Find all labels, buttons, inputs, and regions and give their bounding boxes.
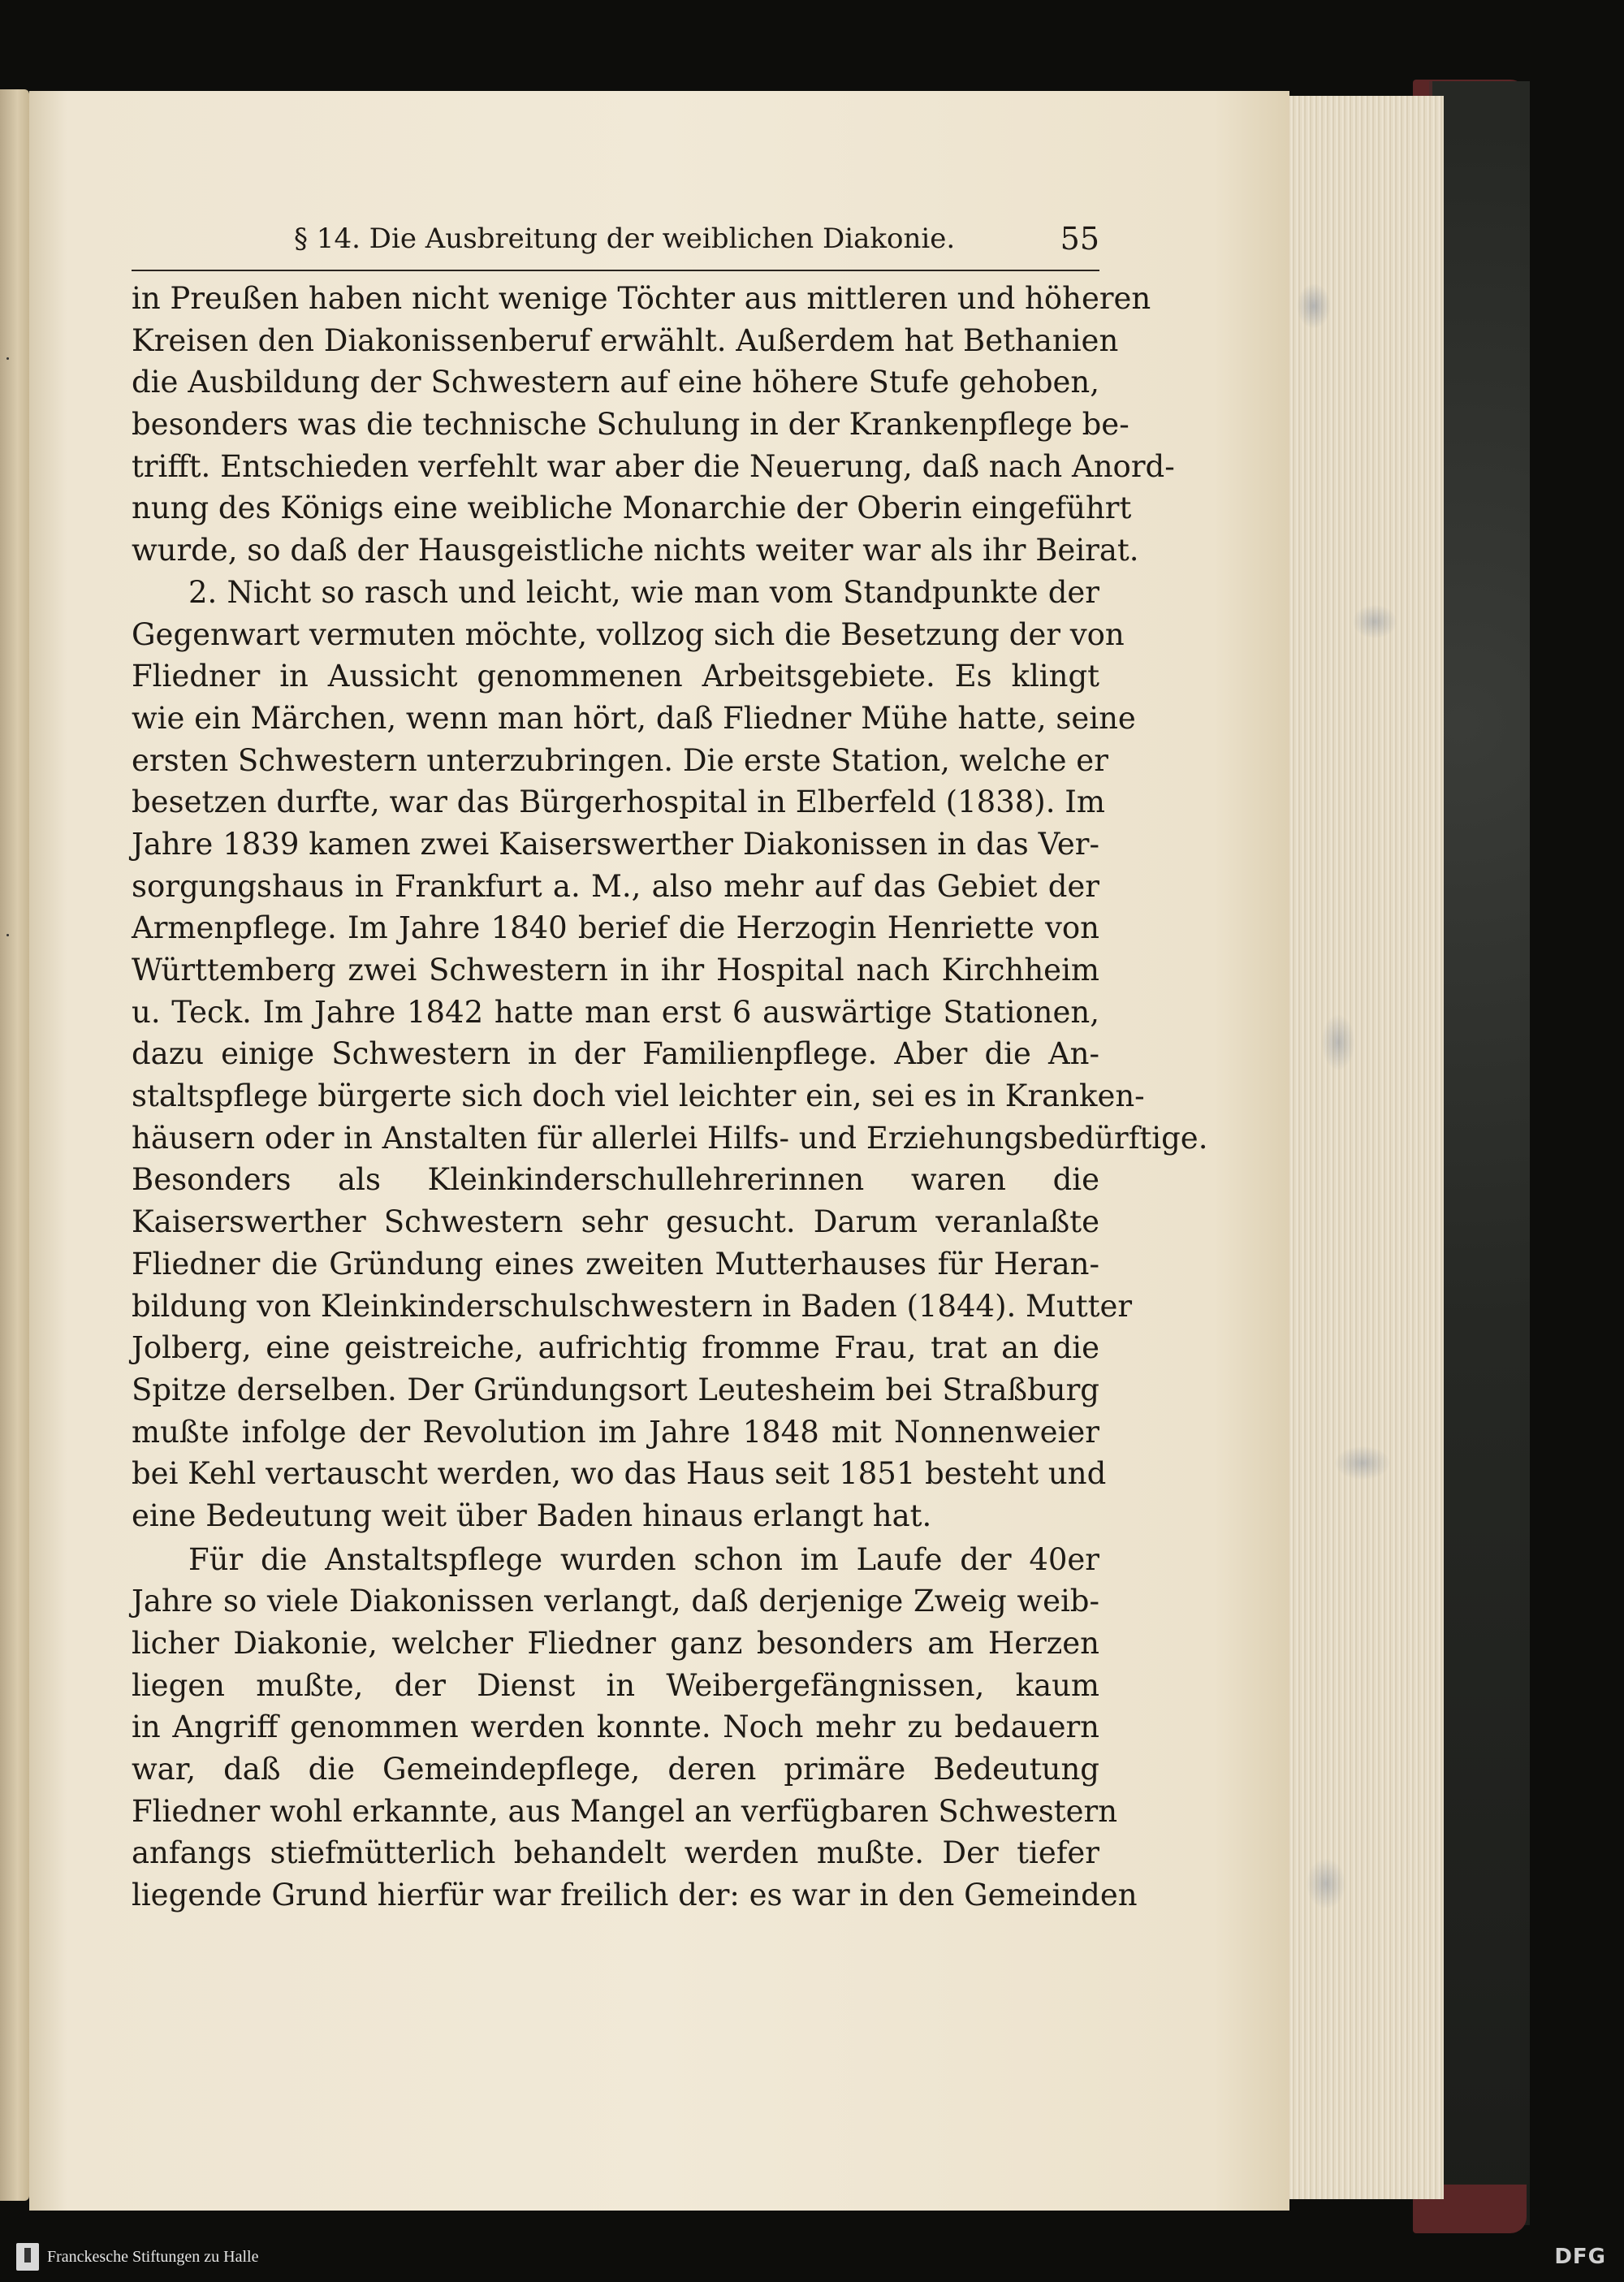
left-page-edge xyxy=(0,89,29,2201)
body-text xyxy=(132,278,1208,1917)
text-line: Fliedner wohl erkannte, aus Mangel an verfügbaren Schwestern xyxy=(132,1793,1118,1829)
text-line: liegen mußte, der Dienst in Weibergefängnissen, kaum xyxy=(132,1667,1099,1703)
viewer-footer xyxy=(0,2233,1624,2282)
text-line: in Preußen haben nicht wenige Töchter aus mittleren und höheren xyxy=(132,281,1151,316)
text-line: Fliedner in Aussicht genommenen Arbeitsgebiete. Es klingt xyxy=(132,659,1099,694)
text-line: wurde, so daß der Hausgeistliche nichts weiter war als ihr Beirat. xyxy=(132,533,1139,568)
marbled-edge xyxy=(1289,96,1411,2199)
text-line: 2. Nicht so rasch und leicht, wie man vom Standpunkte der xyxy=(188,574,1099,610)
text-line: Jolberg, eine geistreiche, aufrichtig fromme Frau, trat an die xyxy=(132,1330,1099,1366)
text-line: nung des Königs eine weibliche Monarchie der Oberin eingeführt xyxy=(132,491,1132,526)
text-line: häusern oder in Anstalten für allerlei Hilfs- und Erziehungsbedürftige. xyxy=(132,1120,1208,1156)
text-line: war, daß die Gemeindepflege, deren primäre Bedeutung xyxy=(132,1752,1099,1787)
text-line: anfangs stiefmütterlich behandelt werden mußte. Der tiefer xyxy=(132,1835,1099,1871)
text-line: Spitze derselben. Der Gründungsort Leutesheim bei Straßburg xyxy=(132,1372,1099,1407)
text-line: Armenpflege. Im Jahre 1840 berief die Herzogin Henriette von xyxy=(132,910,1099,946)
running-head-title: § 14. Die Ausbreitung der weiblichen Diakonie. xyxy=(294,223,956,255)
text-line: Für die Anstaltspflege wurden schon im Laufe der 40er xyxy=(188,1541,1099,1577)
text-line: bei Kehl vertauscht werden, wo das Haus seit 1851 besteht und xyxy=(132,1456,1107,1492)
text-line: Fliedner die Gründung eines zweiten Mutterhauses für Heran- xyxy=(132,1246,1099,1281)
text-line: die Ausbildung der Schwestern auf eine höhere Stufe gehoben, xyxy=(132,365,1099,400)
text-line: sorgungshaus in Frankfurt a. M., also mehr auf das Gebiet der xyxy=(132,868,1099,904)
text-line: Jahre so viele Diakonissen verlangt, daß derjenige Zweig weib- xyxy=(132,1584,1099,1619)
running-head xyxy=(132,218,1099,271)
institution-name: Franckesche Stiftungen zu Halle xyxy=(47,2248,259,2266)
text-line: Kaiserswerther Schwestern sehr gesucht. Darum veranlaßte xyxy=(132,1204,1099,1240)
text-line: ersten Schwestern unterzubringen. Die erste Station, welche er xyxy=(132,742,1108,778)
text-line: Kreisen den Diakonissenberuf erwählt. Außerdem hat Bethanien xyxy=(132,322,1119,358)
book-cover xyxy=(1429,81,1530,2225)
dfg-logo: DFG xyxy=(1554,2245,1606,2269)
text-line: eine Bedeutung weit über Baden hinaus erlangt hat. xyxy=(132,1498,932,1533)
text-line: in Angriff genommen werden konnte. Noch mehr zu bedauern xyxy=(132,1709,1099,1745)
text-line: dazu einige Schwestern in der Familienpflege. Aber die An- xyxy=(132,1036,1099,1072)
page-number: 55 xyxy=(1060,221,1099,257)
text-line: staltspflege bürgerte sich doch viel leichter ein, sei es in Kranken- xyxy=(132,1078,1145,1114)
text-line: u. Teck. Im Jahre 1842 hatte man erst 6 auswärtige Stationen, xyxy=(132,994,1099,1030)
margin-mark xyxy=(6,934,9,936)
text-line: besetzen durfte, war das Bürgerhospital in Elberfeld (1838). Im xyxy=(132,784,1105,820)
text-line: Gegenwart vermuten möchte, vollzog sich die Besetzung der von xyxy=(132,616,1125,652)
text-line: licher Diakonie, welcher Fliedner ganz besonders am Herzen xyxy=(132,1626,1099,1661)
text-line: wie ein Märchen, wenn man hört, daß Fliedner Mühe hatte, seine xyxy=(132,700,1136,736)
text-line: liegende Grund hierfür war freilich der: es war in den Gemeinden xyxy=(132,1878,1138,1913)
text-line: Württemberg zwei Schwestern in ihr Hospital nach Kirchheim xyxy=(132,953,1099,988)
institution-logo-icon xyxy=(16,2243,39,2271)
text-line: Jahre 1839 kamen zwei Kaiserswerther Diakonissen in das Ver- xyxy=(132,826,1099,862)
text-line: besonders was die technische Schulung in der Krankenpflege be- xyxy=(132,407,1129,443)
text-line: trifft. Entschieden verfehlt war aber die Neuerung, daß nach Anord- xyxy=(132,448,1175,484)
text-line: bildung von Kleinkinderschulschwestern in Baden (1844). Mutter xyxy=(132,1288,1133,1324)
text-line: mußte infolge der Revolution im Jahre 1848 mit Nonnenweier xyxy=(132,1414,1099,1450)
text-line: Besonders als Kleinkinderschullehrerinnen waren die xyxy=(132,1162,1099,1198)
margin-mark xyxy=(6,357,9,360)
